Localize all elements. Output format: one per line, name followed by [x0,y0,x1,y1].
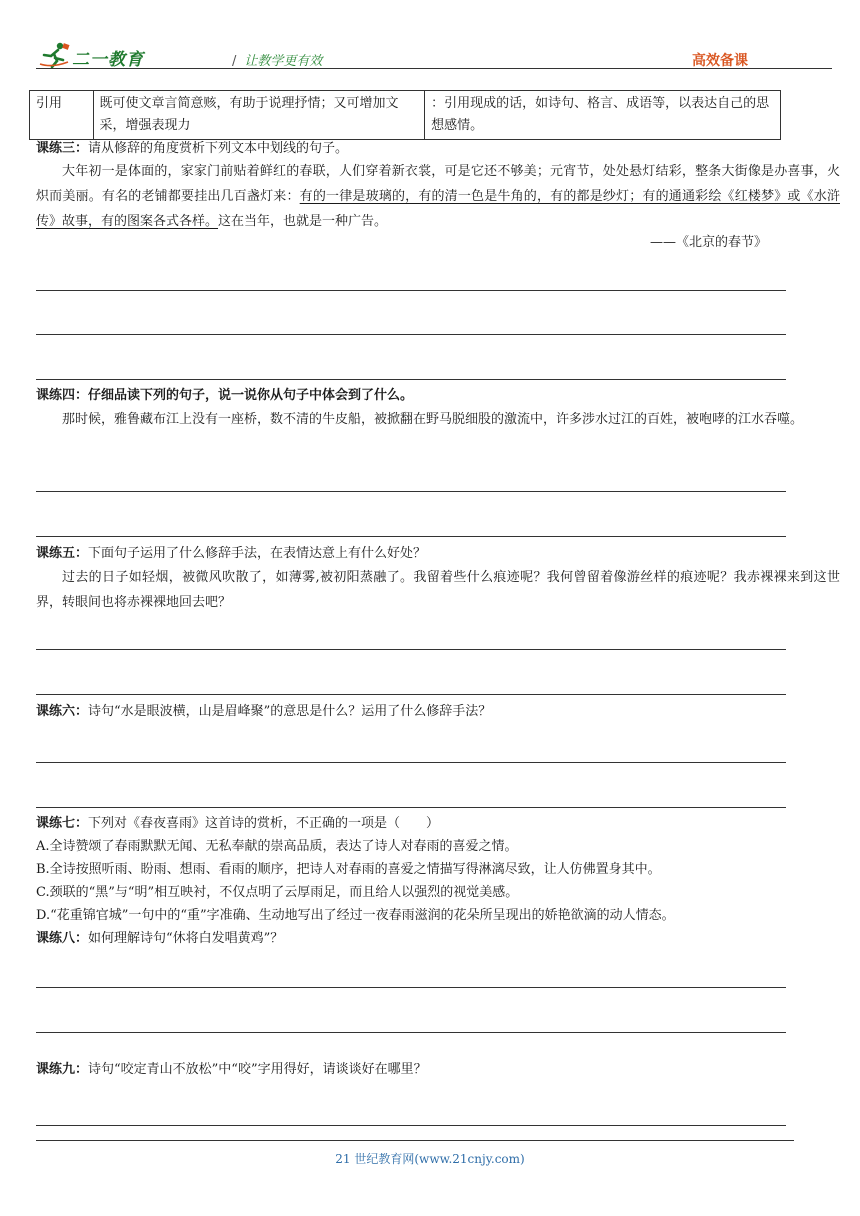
table-cell-name: 引用 [30,91,94,140]
exercise-7-label: 课练七： [36,816,89,831]
answer-line[interactable] [36,491,786,492]
answer-line[interactable] [36,1032,786,1033]
exercise-5-heading [36,541,836,566]
exercise-5-passage: 过去的日子如轻烟，被微风吹散了，如薄雾,被初阳蒸融了。我留着些什么痕迹呢？我何曾留着像游丝样的痕迹呢？我赤裸裸来到这世界，转眼间也将赤裸裸地回去吧？ [36,570,840,610]
brand-logo [38,40,158,70]
passage-text-end: 这在当年，也就是一种广告。 [218,214,388,229]
exercise-8-prompt: 如何理解诗句“休将白发唱黄鸡”？ [88,931,284,946]
underlined-sentence: 有的一律是玻璃的，有的清一色是牛角的，有的都是纱灯；有的通通彩绘《红楼梦》或《水浒传》故事，有的图案各式各样。 [36,189,840,229]
exercise-7-heading [36,812,836,835]
header-slogan [232,50,322,69]
answer-line[interactable] [36,1125,786,1126]
table-row [30,91,781,140]
exercise-6-label: 课练六： [36,704,89,719]
answer-line[interactable] [36,807,786,808]
runner-logo-icon [38,42,70,68]
table-cell-effect: 既可使文章言简意赅，有助于说理抒情；又可增加文采，增强表现力 [93,91,425,140]
exercise-8-label: 课练八： [36,931,89,946]
exercise-7-prompt: 下列对《春夜喜雨》这首诗的赏析，不正确的一项是（ ） [88,816,440,831]
exercise-7-options [36,835,840,927]
exercise-4-label: 课练四： [36,388,89,403]
rhetoric-table [29,90,781,140]
exercise-3-prompt: 请从修辞的角度赏析下列文本中划线的句子。 [88,141,349,156]
option-b[interactable]: B.全诗按照听雨、盼雨、想雨、看雨的顺序，把诗人对春雨的喜爱之情描写得淋漓尽致，让人仿佛置身其中。 [36,862,661,877]
exercise-4-heading [36,383,836,408]
table-cell-definition: ：引用现成的话，如诗句、格言、成语等，以表达自己的思想感情。 [425,91,781,140]
exercise-3-label: 课练三： [36,141,89,156]
answer-line[interactable] [36,649,786,650]
answer-line[interactable] [36,762,786,763]
exercise-4-prompt: 仔细品读下列的句子，说一说你从句子中体会到了什么。 [88,388,414,403]
exercise-3-source: ——《北京的春节》 [650,235,768,250]
exercise-9-prompt: 诗句“咬定青山不放松”中“咬”字用得好，请谈谈好在哪里？ [88,1062,427,1077]
brand-name: 二一教育 [72,50,144,70]
exercise-9-label: 课练九： [36,1062,89,1077]
exercise-8-heading [36,926,836,951]
exercise-4-passage: 那时候，雅鲁藏布江上没有一座桥，数不清的牛皮船，被掀翻在野马脱细股的激流中，许多涉水过江的百姓，被咆哮的江水吞噬。 [62,412,804,427]
footer-divider [36,1140,794,1141]
answer-line[interactable] [36,290,786,291]
exercise-6-prompt: 诗句“水是眼波横，山是眉峰聚”的意思是什么？运用了什么修辞手法？ [88,704,492,719]
answer-line[interactable] [36,536,786,537]
header-divider [36,68,832,69]
answer-line[interactable] [36,379,786,380]
option-a[interactable]: A.全诗赞颂了春雨默默无闻、无私奉献的崇高品质，表达了诗人对春雨的喜爱之情。 [36,839,518,854]
option-d[interactable]: D.“花重锦官城”一句中的“重”字准确、生动地写出了经过一夜春雨滋润的花朵所呈现出的娇艳欲滴的动人情态。 [36,908,675,923]
passage-text: 大年初一是体面的，家家门前贴着鲜红的春联，人们穿着新衣裳，可是它还不够美；元宵节，处处悬灯结彩，整条大街像是办喜事，火炽而美丽。有名的老铺都要挂出几百盏灯来： [36,164,840,204]
header-tagline: 高效备课 [692,53,748,69]
answer-line[interactable] [36,694,786,695]
answer-line[interactable] [36,334,786,335]
exercise-9-heading [36,1057,836,1082]
slogan-text: 让教学更有效 [244,54,323,69]
exercise-6-heading [36,699,836,724]
exercise-3-passage [36,159,840,234]
slash-divider: / [232,54,237,69]
answer-line[interactable] [36,987,786,988]
exercise-3-heading [36,136,836,161]
exercise-5-label: 课练五： [36,546,89,561]
exercise-5-prompt: 下面句子运用了什么修辞手法，在表情达意上有什么好处？ [88,546,427,561]
option-c[interactable]: C.颈联的“黑”与“明”相互映衬，不仅点明了云厚雨足，而且给人以强烈的视觉美感。 [36,885,519,900]
footer-text: 21 世纪教育网(www.21cnjy.com) [335,1152,525,1166]
